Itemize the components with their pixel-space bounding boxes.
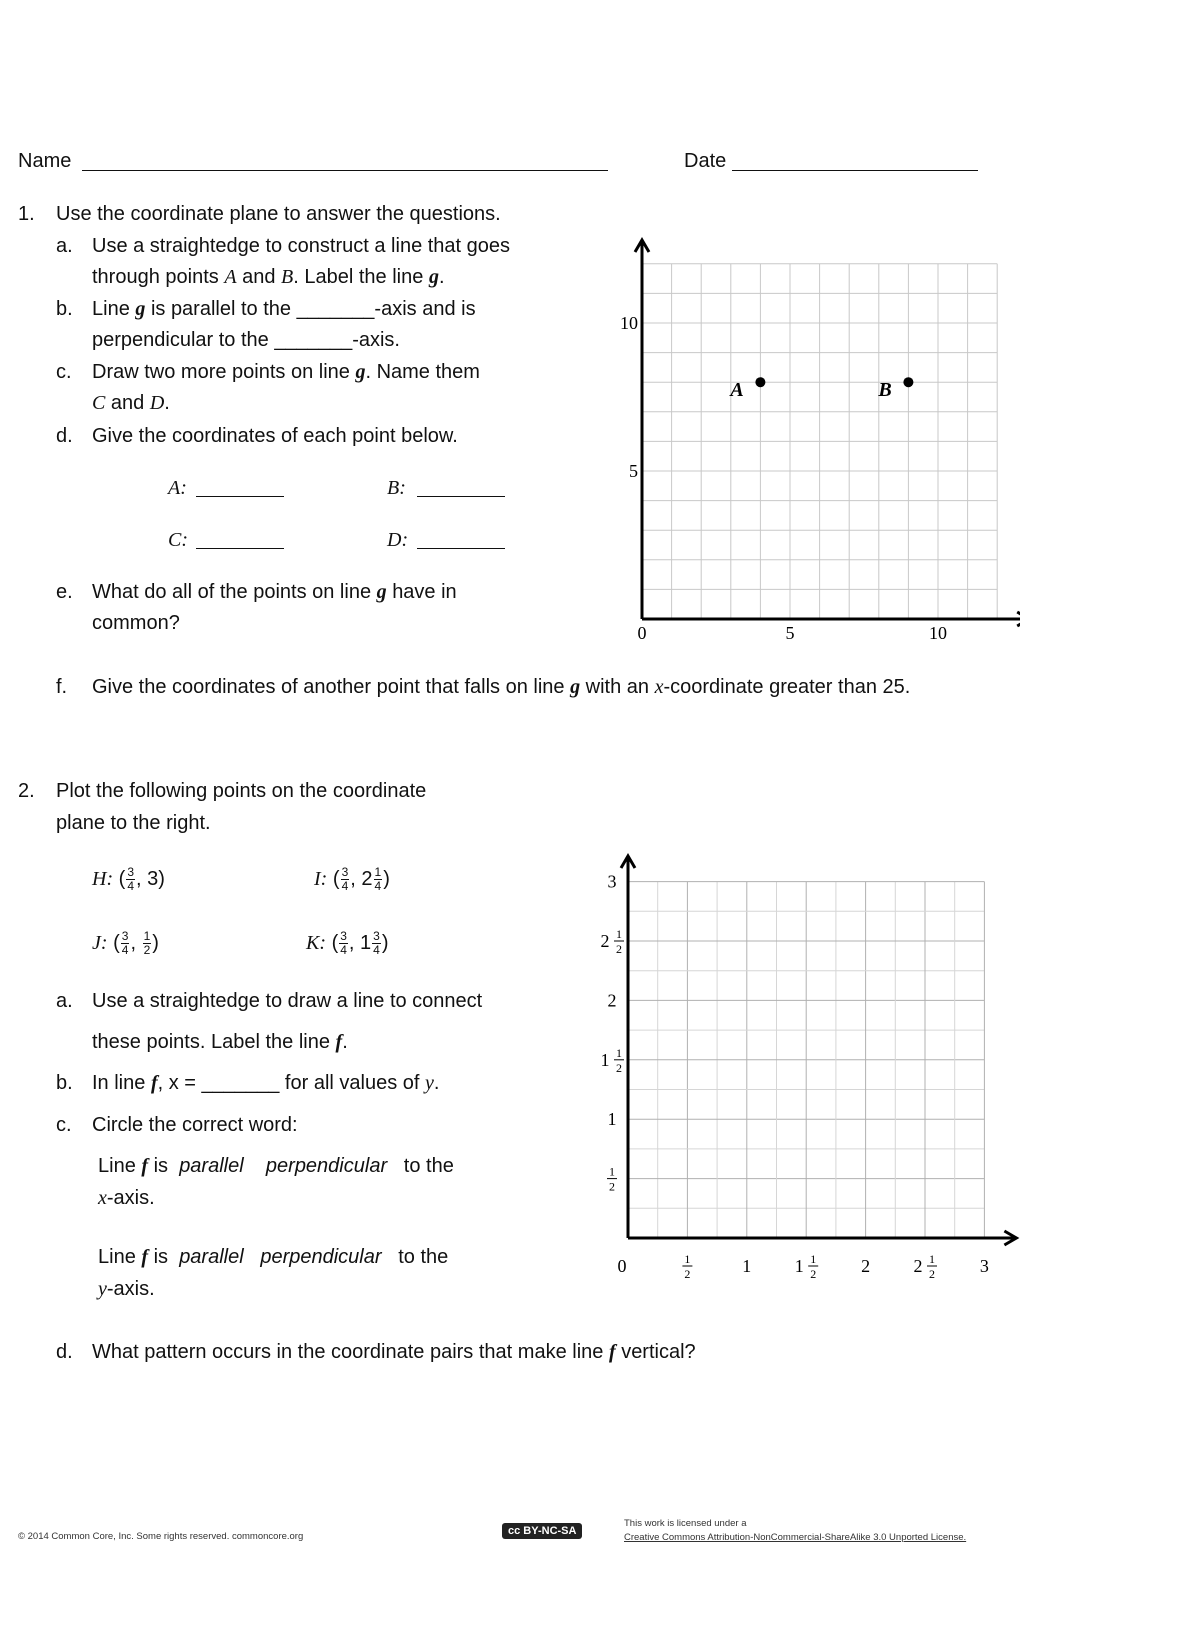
q1c-letter: c. <box>56 361 72 383</box>
point-a <box>755 377 765 387</box>
q1e-line1: What do all of the points on line g have in <box>92 581 457 603</box>
q1f-text: Give the coordinates of another point that falls on line g with an x-coordinate greater than 25. <box>92 676 911 698</box>
q2a-line1: Use a straightedge to draw a line to connect <box>92 990 483 1012</box>
q1a-line1: Use a straightedge to construct a line that goes <box>92 235 511 257</box>
y-tick-whole: 1 <box>600 1049 610 1070</box>
q1d-A-blank[interactable] <box>196 496 284 497</box>
q1b-line1: Line g is parallel to the _______-axis and is <box>92 298 476 320</box>
y-tick-denominator: 2 <box>609 1179 615 1194</box>
q2c2-perpendicular-option[interactable]: perpendicular <box>260 1246 382 1268</box>
q2-number: 2. <box>18 780 35 802</box>
q1-number: 1. <box>18 203 35 225</box>
date-label: Date <box>684 150 727 172</box>
q2-prompt-line2: plane to the right. <box>56 812 211 834</box>
q2-prompt-line1: Plot the following points on the coordinate <box>56 780 427 802</box>
x-tick-numerator: 1 <box>929 1252 935 1266</box>
point-b <box>903 377 913 387</box>
point-label-b: B <box>878 379 892 402</box>
y-tick-label: 10 <box>620 313 638 333</box>
x-tick-denominator: 2 <box>929 1267 935 1281</box>
y-tick-denominator: 2 <box>616 1060 622 1075</box>
x-tick-label: 5 <box>785 623 795 643</box>
y-tick-numerator: 1 <box>616 927 622 941</box>
q1c-line2: C and D. <box>92 392 170 414</box>
name-field[interactable] <box>82 170 608 171</box>
q1d-D-blank[interactable] <box>417 548 505 549</box>
point-label-a: A <box>730 379 744 402</box>
footer-license-link[interactable]: Creative Commons Attribution-NonCommercial-ShareAlike 3.0 Unported License. <box>624 1532 967 1543</box>
x-tick-whole: 2 <box>861 1256 871 1276</box>
q1d-D-label: D: <box>387 529 409 551</box>
y-tick-numerator: 1 <box>616 1045 622 1060</box>
q2b-text: In line f, x = _______ for all values of y. <box>92 1072 440 1094</box>
y-tick-denominator: 2 <box>616 942 622 956</box>
q1c-line1: Draw two more points on line g. Name them <box>92 361 480 383</box>
x-tick-denominator: 2 <box>684 1267 691 1281</box>
q1d-B-blank[interactable] <box>417 496 505 497</box>
y-tick-whole: 3 <box>607 871 617 892</box>
x-tick-whole: 2 <box>913 1256 923 1276</box>
q2c-statement-1-axis: x-axis. <box>98 1187 155 1209</box>
q2c2-parallel-option[interactable]: parallel <box>179 1246 244 1268</box>
q2c1-perpendicular-option[interactable]: perpendicular <box>265 1155 388 1177</box>
x-tick-label: 10 <box>929 623 947 643</box>
cc-license-badge[interactable]: cc BY-NC-SA <box>502 1523 582 1539</box>
q2b-letter: b. <box>56 1072 73 1094</box>
x-tick-denominator: 2 <box>810 1267 817 1281</box>
q1d-A-label: A: <box>168 477 187 499</box>
y-tick-numerator: 1 <box>609 1164 615 1179</box>
origin-label: 0 <box>617 1256 627 1276</box>
point-J: J: ( $\frac{3}{4}$ , $\frac{1}{2}$ ) <box>92 929 159 957</box>
graph-1-coordinate-plane <box>600 230 1020 660</box>
x-tick-numerator: 1 <box>810 1252 817 1266</box>
footer-copyright: © 2014 Common Core, Inc. Some rights reserved. commoncore.org <box>18 1531 304 1542</box>
name-label: Name <box>18 150 72 172</box>
footer-license-line1: This work is licensed under a <box>624 1518 747 1529</box>
q2c-text: Circle the correct word: <box>92 1114 298 1136</box>
q1d-C-label: C: <box>168 529 188 551</box>
date-field[interactable] <box>732 170 978 171</box>
q2c-statement-2: Line f is parallel perpendicular to the <box>98 1246 449 1268</box>
q1d-C-blank[interactable] <box>196 548 284 549</box>
x-tick-whole: 1 <box>742 1256 752 1276</box>
q1d-letter: d. <box>56 425 73 447</box>
x-tick-numerator: 1 <box>684 1252 691 1266</box>
q1d-text: Give the coordinates of each point below. <box>92 425 458 447</box>
q1d-B-label: B: <box>387 477 406 499</box>
x-tick-whole: 1 <box>794 1256 804 1276</box>
q1a-line2: through points A and B. Label the line g. <box>92 266 445 288</box>
q2c-statement-2-axis: y-axis. <box>98 1278 155 1300</box>
q2a-line2: these points. Label the line f. <box>92 1031 348 1053</box>
y-tick-label: 5 <box>629 461 638 481</box>
x-tick-label: 0 <box>637 623 647 643</box>
q1f-letter: f. <box>56 676 68 698</box>
q2d-letter: d. <box>56 1341 73 1363</box>
q2c-statement-1: Line f is parallel perpendicular to the <box>98 1155 454 1177</box>
y-tick-whole: 2 <box>600 931 610 951</box>
x-tick-whole: 3 <box>979 1256 989 1276</box>
q1b-line2: perpendicular to the _______-axis. <box>92 329 400 351</box>
q2c-letter: c. <box>56 1114 72 1136</box>
point-I: I: ( $\frac{3}{4}$ , 2 $\frac{1}{4}$ ) <box>314 865 390 893</box>
y-tick-whole: 2 <box>607 990 617 1011</box>
point-K: K: ( $\frac{3}{4}$ , 1 $\frac{3}{4}$ ) <box>306 929 389 957</box>
q1-prompt: Use the coordinate plane to answer the questions. <box>56 203 501 225</box>
q1e-letter: e. <box>56 581 73 603</box>
q2d-text: What pattern occurs in the coordinate pairs that make line f vertical? <box>92 1341 696 1363</box>
q1b-letter: b. <box>56 298 73 320</box>
y-tick-whole: 1 <box>607 1109 617 1130</box>
graph-2-coordinate-plane <box>590 850 1030 1300</box>
q1a-letter: a. <box>56 235 73 257</box>
q2a-letter: a. <box>56 990 73 1012</box>
point-H: H: ( $\frac{3}{4}$ , 3) <box>92 865 165 893</box>
q2c1-parallel-option[interactable]: parallel <box>179 1155 244 1177</box>
q1e-line2: common? <box>92 612 180 634</box>
